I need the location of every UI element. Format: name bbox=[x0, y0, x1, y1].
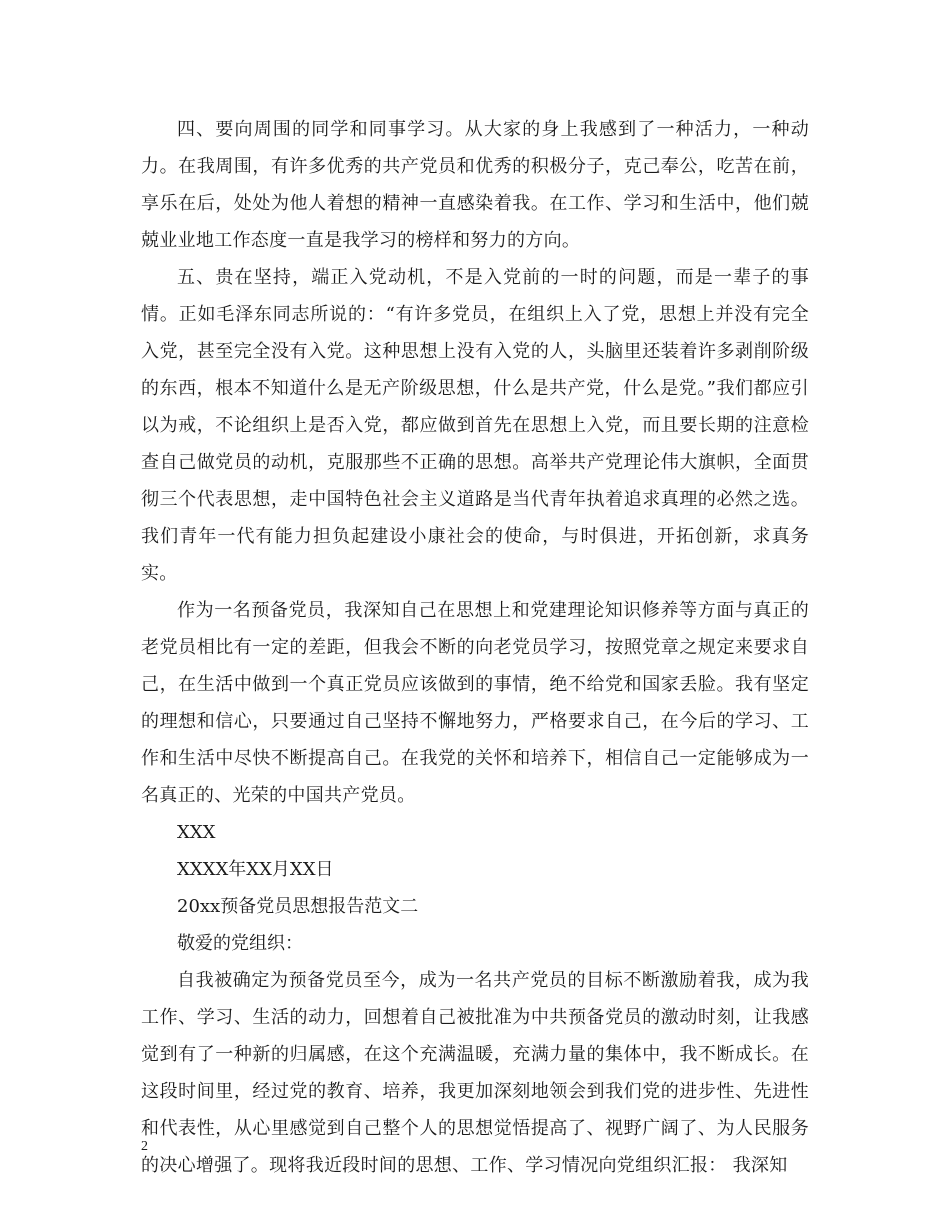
page-number: 2 bbox=[141, 1139, 148, 1154]
salutation: 敬爱的党组织： bbox=[177, 933, 303, 954]
paragraph-probationary-member: 作为一名预备党员，我深知自己在思想上和党建理论知识修养等方面与真正的老党员相比有一定的差距，但我会不断的向老党员学习，按照党章之规定来要求自己，在生活中做到一个真正党员应该做到的事情，绝不给党和国家丢脸。我有坚定的理想和信心，只要通过自己坚持不懈地努力，严格要求自己，在今后的学习、工作和生活中尽快不断提高自己。在我党的关怀和培养下，相信自己一定能够成为一名真正的、光荣的中国共产党员。 bbox=[141, 600, 809, 806]
document-body bbox=[141, 111, 809, 1184]
paragraph-report-intro: 自我被确定为预备党员至今，成为一名共产党员的目标不断激励着我，成为我工作、学习、生活的动力，回想着自己被批准为中共预备党员的激动时刻，让我感觉到有了一种新的归属感，在这个充满温暖，充满力量的集体中，我不断成长。在这段时间里，经过党的教育、培养，我更加深刻地领会到我们党的进步性、先进性和代表性，从心里感觉到自己整个人的思想觉悟提高了、视野广阔了、为人民服务的决心增强了。现将我近段时间的思想、工作、学习情况向党组织汇报： 我深知 bbox=[141, 970, 809, 1176]
signature-name: XXX bbox=[177, 822, 216, 843]
section-title: 20xx预备党员思想报告范文二 bbox=[177, 896, 419, 917]
paragraph-learn-from-peers: 四、要向周围的同学和同事学习。从大家的身上我感到了一种活力，一种动力。在我周围，有许多优秀的共产党员和优秀的积极分子，克己奉公，吃苦在前，享乐在后，处处为他人着想的精神一直感染着我。在工作、学习和生活中，他们兢兢业业地工作态度一直是我学习的榜样和努力的方向。 bbox=[141, 119, 809, 251]
paragraph-persistence: 五、贵在坚持，端正入党动机，不是入党前的一时的问题，而是一辈子的事情。正如毛泽东同志所说的：“有许多党员，在组织上入了党，思想上并没有完全入党，甚至完全没有入党。这种思想上没有入党的人，头脑里还装着许多剥削阶级的东西，根本不知道什么是无产阶级思想，什么是共产党，什么是党。”我们都应引以为戒，不论组织上是否入党，都应做到首先在思想上入党，而且要长期的注意检查自己做党员的动机，克服那些不正确的思想。高举共产党理论伟大旗帜，全面贯彻三个代表思想，走中国特色社会主义道路是当代青年执着追求真理的必然之选。我们青年一代有能力担负起建设小康社会的使命，与时俱进，开拓创新，求真务实。 bbox=[141, 267, 809, 584]
signature-date: XXXX年XX月XX日 bbox=[177, 859, 334, 880]
